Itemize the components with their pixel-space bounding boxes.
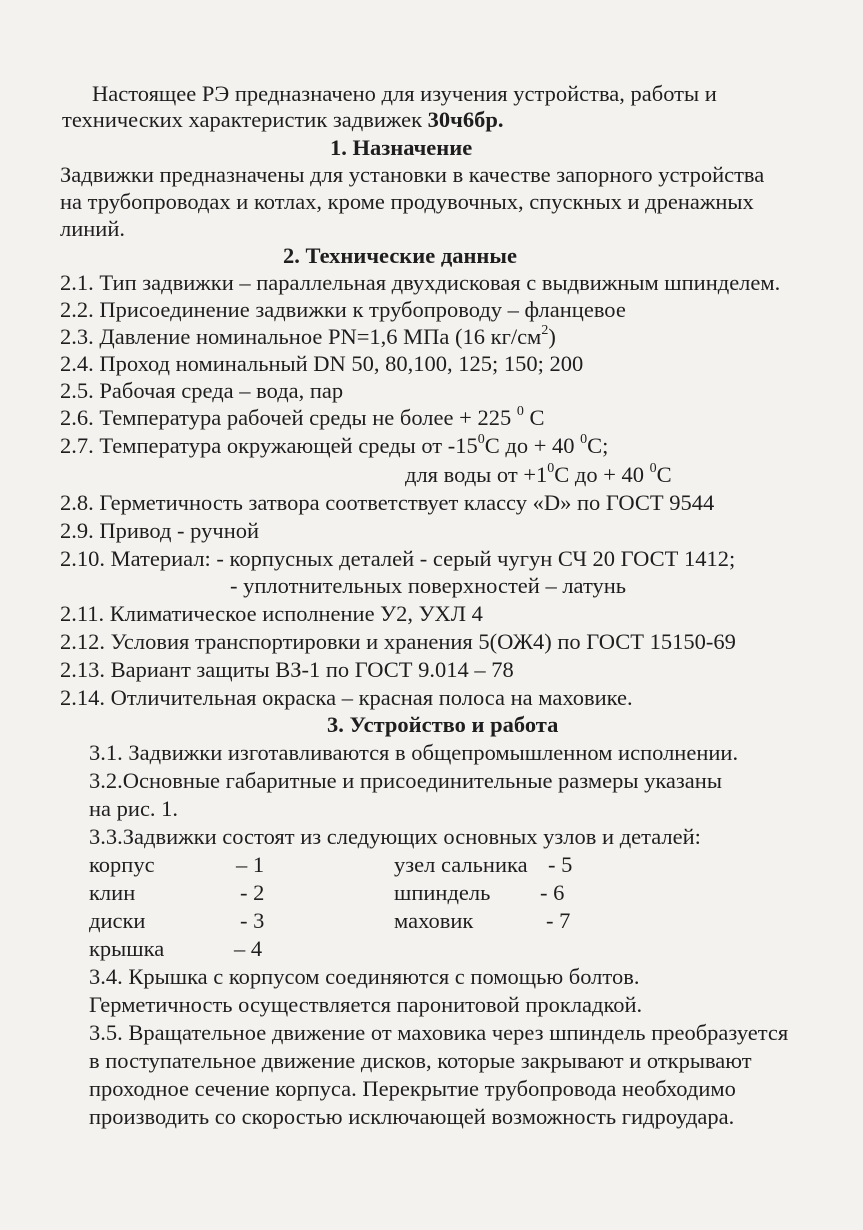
spec-item-2-10: 2.10. Материал: - корпусных деталей - серый чугун СЧ 20 ГОСТ 1412; [60,546,736,571]
section-3-item-2-b: на рис. 1. [89,796,179,821]
degree-superscript: 0 [547,460,555,476]
section-3-heading: 3. Устройство и работа [327,712,559,737]
part-name: узел сальника [394,852,528,877]
section-3-item-5-line-1: 3.5. Вращательное движение от маховика через шпиндель преобразуется [89,1020,789,1045]
spec-item-2-7 [60,432,608,460]
spec-item-2-3 [60,323,556,351]
spec-item-2-7-unit: С; [587,433,609,458]
spec-item-2-3-suffix: ) [548,324,556,349]
degree-superscript: 0 [580,431,588,447]
section-3-item-5-line-2: в поступательное движение дисков, которые закрывают и открывают [89,1048,752,1073]
section-3-item-4: 3.4. Крышка с корпусом соединяются с помощью болтов. [89,964,640,989]
part-name: клин [89,880,136,905]
spec-item-2-10-b: - уплотнительных поверхностей – латунь [230,573,627,598]
section-1-line-3: линий. [60,216,126,241]
part-number: - 3 [240,908,265,933]
degree-superscript: 0 [516,403,524,419]
spec-item-2-4: 2.4. Проход номинальный DN 50, 80,100, 125; 150; 200 [60,351,584,376]
spec-item-2-13: 2.13. Вариант защиты ВЗ-1 по ГОСТ 9.014 – 78 [60,657,514,682]
spec-item-2-3-text: 2.3. Давление номинальное PN=1,6 МПа (16 кг/см [60,324,542,349]
superscript: 2 [541,322,549,338]
spec-item-2-2: 2.2. Присоединение задвижки к трубопроводу – фланцевое [60,297,626,322]
spec-item-2-6-unit: С [523,405,545,430]
spec-item-2-7-water-mid: С до + 40 [554,462,645,487]
part-number: – 1 [236,852,265,877]
part-name: шпиндель [394,880,491,905]
section-1-heading: 1. Назначение [330,135,473,160]
spec-item-2-9: 2.9. Привод - ручной [60,518,260,543]
section-3-item-5-line-3: проходное сечение корпуса. Перекрытие трубопровода необходимо [89,1076,736,1101]
spec-item-2-7-mid: С до + 40 [484,433,575,458]
part-name: маховик [394,908,474,933]
part-number: - 6 [540,880,565,905]
section-3-item-5-line-4: производить со скоростью исключающей возможность гидроудара. [89,1104,735,1129]
intro-line-2 [62,106,504,134]
section-1-line-2: на трубопроводах и котлах, кроме продувочных, спускных и дренажных [60,189,754,214]
spec-item-2-11: 2.11. Климатическое исполнение У2, УХЛ 4 [60,601,483,626]
intro-line-2-text: технических характеристик задвижек [62,107,423,132]
spec-item-2-5: 2.5. Рабочая среда – вода, пар [60,378,344,403]
part-name: диски [89,908,146,933]
spec-item-2-7-water-text: для воды от +1 [405,462,548,487]
part-name: крышка [89,936,165,961]
part-number: - 5 [548,852,573,877]
spec-item-2-1: 2.1. Тип задвижки – параллельная двухдисковая с выдвижным шпинделем. [60,270,781,295]
spec-item-2-7-text: 2.7. Температура окружающей среды от -15 [60,433,478,458]
section-1-line-1: Задвижки предназначены для установки в качестве запорного устройства [60,162,765,187]
section-3-item-1: 3.1. Задвижки изготавливаются в общепромышленном исполнении. [89,740,739,765]
spec-item-2-12: 2.12. Условия транспортировки и хранения 5(ОЖ4) по ГОСТ 15150-69 [60,629,736,654]
intro-line-1: Настоящее РЭ предназначено для изучения устройства, работы и [92,81,717,106]
section-3-item-2: 3.2.Основные габаритные и присоединительные размеры указаны [89,768,722,793]
part-number: - 2 [240,880,265,905]
spec-item-2-7-water-unit: С [656,462,672,487]
part-name: корпус [89,852,155,877]
spec-item-2-14: 2.14. Отличительная окраска – красная полоса на маховике. [60,685,633,710]
part-number: – 4 [234,936,263,961]
spec-item-2-8: 2.8. Герметичность затвора соответствует классу «D» по ГОСТ 9544 [60,490,715,515]
section-3-item-3: 3.3.Задвижки состоят из следующих основных узлов и деталей: [89,824,701,849]
part-number: - 7 [546,908,571,933]
spec-item-2-6 [60,404,544,432]
spec-item-2-6-text: 2.6. Температура рабочей среды не более + 225 [60,405,512,430]
degree-superscript: 0 [477,431,485,447]
degree-superscript: 0 [649,460,657,476]
section-2-heading: 2. Технические данные [283,243,517,268]
valve-model: 30ч6бр. [427,107,504,132]
spec-item-2-7-water [405,461,672,489]
section-3-item-4-b: Герметичность осуществляется паронитовой прокладкой. [89,992,643,1017]
